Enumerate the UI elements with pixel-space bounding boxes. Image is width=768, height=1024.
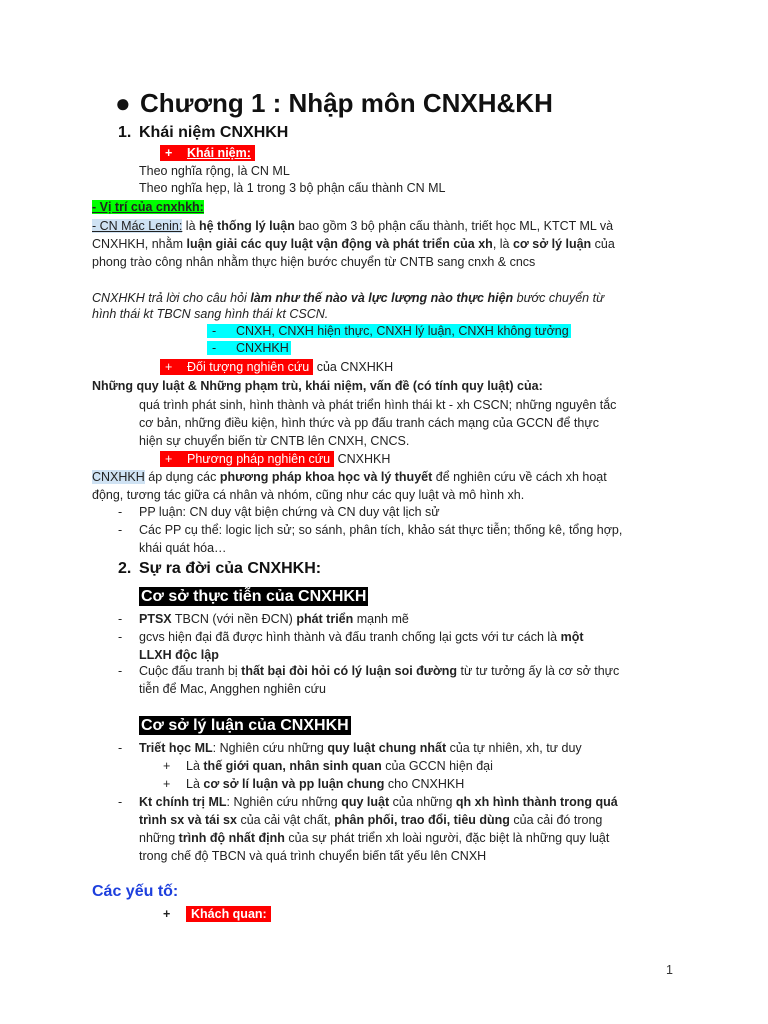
bold-segment: trình sx và tái sx [139, 813, 237, 827]
page-number: 1 [666, 963, 673, 977]
theory-heading-line [139, 715, 351, 737]
objective-label: Khách quan: [186, 906, 271, 922]
bold-segment: cơ sở lí luận và pp luận chung [203, 777, 385, 791]
text-segment: là [182, 219, 199, 233]
plus-marker: + [163, 907, 171, 921]
position-label: - Vị trí của cnxhkh: [92, 200, 204, 214]
scope-highlight [207, 324, 571, 338]
practical-bullet [118, 610, 409, 628]
dash-marker: - [118, 505, 123, 519]
scope-item [207, 339, 291, 357]
method-item-text: Các PP cụ thể: logic lịch sử; so sánh, phân tích, khảo sát thực tiễn; thống kê, tổng hợp, [139, 523, 623, 537]
text-segment: từ tư tưởng ấy là cơ sở thực [457, 664, 620, 678]
method-label-line [160, 450, 390, 468]
method-item-continuation: khái quát hóa… [139, 541, 227, 555]
text-segment: : Nghiên cứu những [226, 795, 342, 809]
object-label: Đối tượng nghiên cứu [187, 360, 310, 374]
bold-segment: qh xh hình thành trong quá [455, 795, 618, 809]
bold-segment: phương pháp khoa học và lý thuyết [219, 470, 433, 484]
bold-segment: phát triển [296, 612, 354, 626]
text-segment: bước chuyển từ [513, 291, 604, 305]
text-segment: Là [186, 777, 204, 791]
concept-label-line [160, 144, 255, 162]
dash-marker: - [118, 741, 123, 755]
text-segment: áp dụng các [144, 470, 220, 484]
concept-narrow: Theo nghĩa hẹp, là 1 trong 3 bộ phận cấu thành CN ML [139, 181, 446, 195]
bold-segment: cơ sở lý luận [512, 237, 592, 251]
text-segment: gcvs hiện đại đã được hình thành và đấu tranh chống lại gcts với tư cách là [139, 630, 561, 644]
plus-marker: + [165, 452, 173, 466]
method-highlight [160, 451, 334, 467]
practical-bullet-continuation: tiễn để Mac, Angghen nghiên cứu [139, 682, 326, 696]
plus-marker: + [163, 777, 171, 791]
practical-bullet [118, 662, 619, 680]
dash-marker: - [118, 795, 123, 809]
answer-line-2: hình thái kt TBCN sang hình thái kt CSCN. [92, 307, 329, 321]
text-segment: CNXHKH trả lời cho câu hỏi [92, 291, 251, 305]
text-segment: CNXHKH [334, 452, 391, 466]
title-bullet: ● [115, 88, 131, 118]
plus-marker: + [163, 759, 171, 773]
text-segment: để nghiên cứu về cách xh hoạt [432, 470, 607, 484]
method-item-text: PP luận: CN duy vật biện chứng và CN duy vật lịch sử [139, 505, 440, 519]
position-term: - CN Mác Lenin: [92, 219, 183, 233]
theory-sub-bullet [163, 757, 493, 775]
text-segment: , là [492, 237, 513, 251]
text-segment: của [591, 237, 615, 251]
section-number: 2. [118, 560, 132, 577]
object-heading: Những quy luật & Những phạm trù, khái niệm, vấn đề (có tính quy luật) của: [92, 379, 543, 393]
bold-segment: PTSX [139, 612, 172, 626]
text-segment: cho CNXHKH [384, 777, 465, 791]
text-segment: TBCN (với nền ĐCN) [171, 612, 297, 626]
bold-segment: làm như thế nào và lực lượng nào thực hiện [250, 291, 514, 305]
factors-heading: Các yếu tố: [92, 883, 179, 900]
dash-marker: - [118, 630, 123, 644]
theory-bullet-continuation [139, 829, 609, 847]
text-segment: của CNXHKH [313, 360, 394, 374]
bold-segment: hệ thống lý luận [199, 219, 295, 233]
text-segment: của tự nhiên, xh, tư duy [446, 741, 582, 755]
theory-bullet-continuation [139, 811, 602, 829]
text-segment: của cải đó trong [509, 813, 603, 827]
position-label-line [92, 198, 204, 216]
text-segment: Cuộc đấu tranh bị [139, 664, 242, 678]
factors-objective-line [163, 905, 271, 923]
text-segment: của cải vật chất, [236, 813, 335, 827]
bold-segment: trình độ nhất định [178, 831, 285, 845]
section-heading-text: Khái niệm CNXHKH [139, 124, 289, 141]
text-segment: những [139, 831, 179, 845]
object-line: hiện sự chuyển biến từ CNTB lên CNXH, CNCS. [139, 434, 410, 448]
method-label: Phương pháp nghiên cứu [187, 452, 331, 466]
section-1-heading [118, 122, 288, 144]
dash-marker: - [212, 341, 217, 355]
theory-heading: Cơ sở lý luận của CNXHKH [141, 717, 349, 734]
bold-segment: phân phối, trao đổi, tiêu dùng [334, 813, 510, 827]
concept-broad: Theo nghĩa rộng, là CN ML [139, 164, 290, 178]
object-label-line [160, 358, 393, 376]
text-segment: CNXHKH, nhằm [92, 237, 187, 251]
text-segment: : Nghiên cứu những [212, 741, 328, 755]
method-item [118, 503, 440, 521]
section-number: 1. [118, 124, 132, 141]
bold-segment: quy luật chung nhất [327, 741, 447, 755]
theory-bullet-continuation: trong chế độ TBCN và quá trình chuyển biến tất yếu lên CNXH [139, 849, 487, 863]
practical-heading: Cơ sở thực tiễn của CNXHKH [141, 588, 367, 605]
scope-highlight [207, 341, 291, 355]
text-segment: mạnh mẽ [353, 612, 409, 626]
dash-marker: - [118, 523, 123, 537]
bold-segment: thế giới quan, nhân sinh quan [203, 759, 382, 773]
scope-text: CNXHKH [236, 341, 289, 355]
dash-marker: - [118, 664, 123, 678]
bold-segment: quy luật [341, 795, 390, 809]
position-line-2 [92, 235, 615, 253]
bold-segment: Triết học ML [139, 741, 213, 755]
scope-item [207, 322, 571, 340]
theory-bullet [118, 739, 582, 757]
text-segment: của những [389, 795, 456, 809]
dash-marker: - [118, 612, 123, 626]
plus-marker: + [165, 360, 173, 374]
concept-label: Khái niệm: [187, 146, 251, 160]
text-segment: bao gồm 3 bộ phận cấu thành, triết học ML, KTCT ML và [294, 219, 614, 233]
section-2-heading [118, 558, 321, 580]
object-line: quá trình phát sinh, hình thành và phát triển hình thái kt - xh CSCN; những nguyên tắc [139, 398, 617, 412]
method-line-2: động, tương tác giữa cá nhân và nhóm, cũng như các quy luật và mô hình xh. [92, 488, 525, 502]
dash-marker: - [212, 324, 217, 338]
bold-segment: luận giải các quy luật vận động và phát triển của xh [186, 237, 493, 251]
method-line-1 [92, 468, 607, 486]
method-term: CNXHKH [92, 470, 145, 484]
concept-highlight [160, 145, 255, 161]
scope-text: CNXH, CNXH hiện thực, CNXH lý luận, CNXH không tưởng [236, 324, 569, 338]
text-segment: của sự phát triển xh loài người, đặc biệt là những quy luật [284, 831, 610, 845]
title-text: Chương 1 : Nhập môn CNXH&KH [140, 88, 553, 118]
bold-segment: một [560, 630, 584, 644]
position-line-1 [92, 217, 613, 235]
practical-bullet [118, 628, 584, 646]
method-item [118, 521, 622, 539]
text-segment: Là [186, 759, 204, 773]
position-line-3: phong trào công nhân nhằm thực hiện bước chuyển từ CNTB sang cnxh & cncs [92, 255, 536, 269]
object-line: cơ bản, những điều kiện, hình thức và pp đấu tranh cách mạng của GCCN để thực [139, 416, 599, 430]
theory-bullet [118, 793, 618, 811]
practical-heading-line [139, 586, 368, 608]
section-heading-text: Sự ra đời của CNXHKH: [139, 560, 322, 577]
bold-segment: thất bại đòi hỏi có lý luận soi đường [241, 664, 458, 678]
bold-segment: Kt chính trị ML [139, 795, 227, 809]
object-highlight [160, 359, 313, 375]
theory-sub-bullet [163, 775, 464, 793]
practical-bullet-continuation: LLXH độc lập [139, 648, 219, 662]
chapter-title [115, 87, 553, 119]
plus-marker: + [165, 146, 173, 160]
text-segment: của GCCN hiện đại [381, 759, 493, 773]
